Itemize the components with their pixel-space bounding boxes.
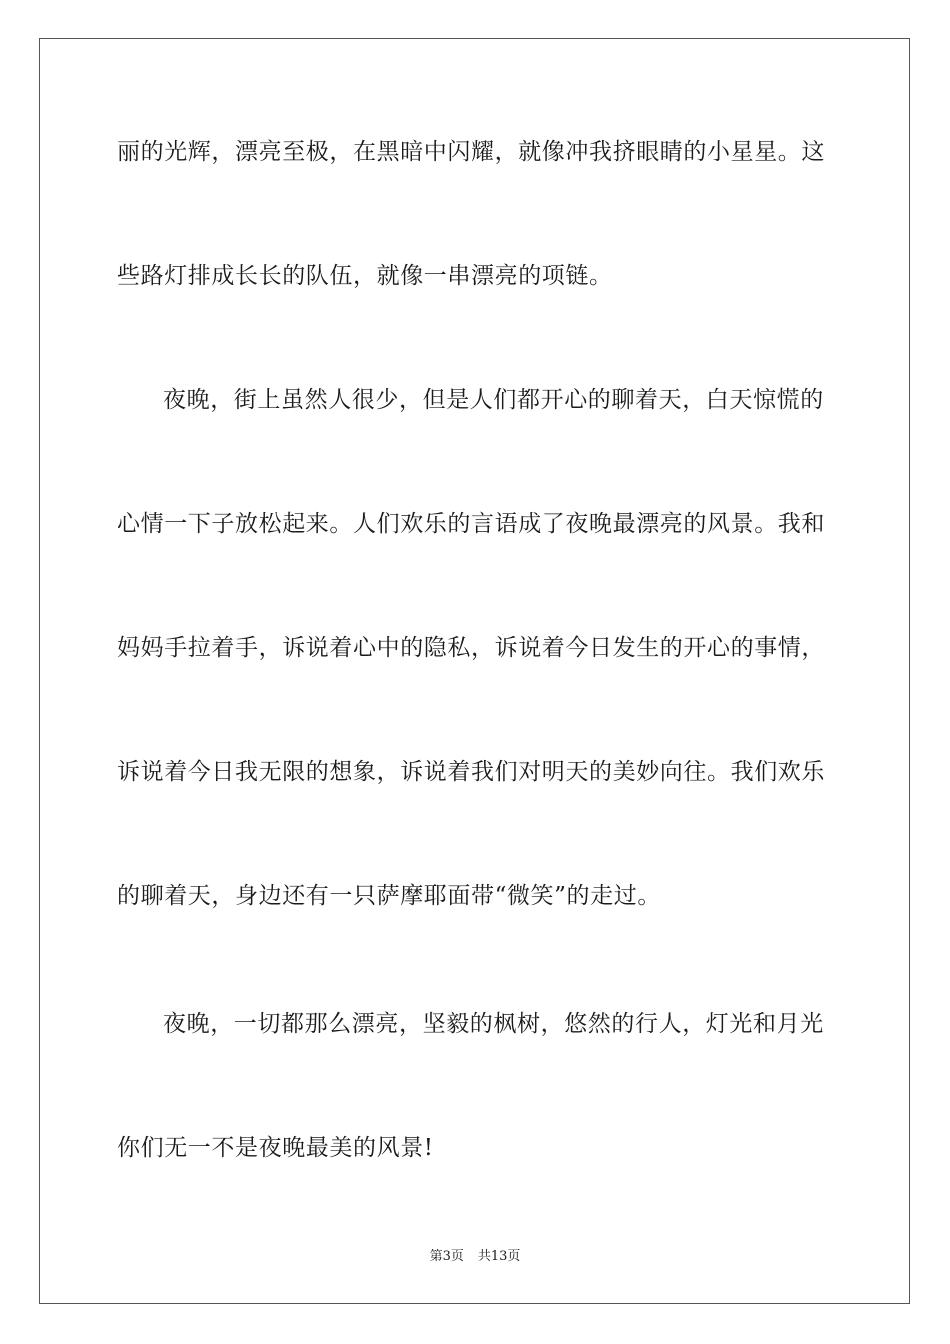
page-frame [39,38,910,1304]
page-total: 共13页 [477,1249,521,1264]
paragraph-line: 夜晚，街上虽然人很少，但是人们都开心的聊着天，白天惊慌的 [163,387,824,413]
paragraph-line: 诉说着今日我无限的想象，诉说着我们对明天的美妙向往。我们欢乐 [117,759,825,785]
page-footer [0,1249,950,1265]
page-number: 第3页 [429,1249,464,1264]
paragraph-line: 你们无一不是夜晚最美的风景! [117,1135,434,1161]
paragraph-line: 丽的光辉，漂亮至极，在黑暗中闪耀，就像冲我挤眼睛的小星星。这 [117,139,825,165]
paragraph-line: 的聊着天，身边还有一只萨摩耶面带“微笑”的走过。 [117,883,661,909]
paragraph-line: 妈妈手拉着手，诉说着心中的隐私，诉说着今日发生的开心的事情， [117,635,825,661]
paragraph-line: 心情一下子放松起来。人们欢乐的言语成了夜晚最漂亮的风景。我和 [117,511,825,537]
paragraph-line: 夜晚，一切都那么漂亮，坚毅的枫树，悠然的行人，灯光和月光 [163,1011,824,1037]
paragraph-line: 些路灯排成长长的队伍，就像一串漂亮的项链。 [117,263,613,289]
